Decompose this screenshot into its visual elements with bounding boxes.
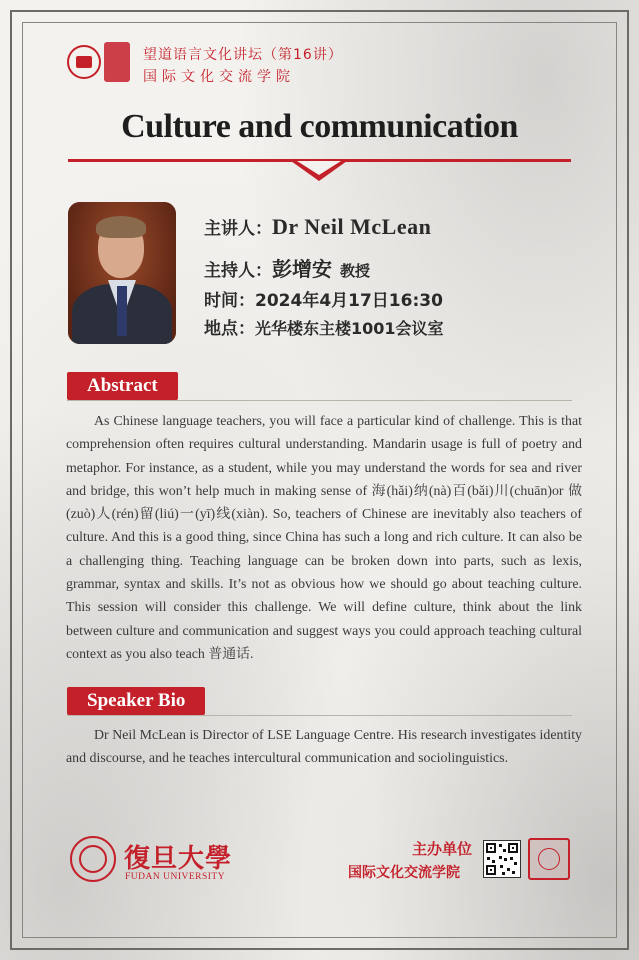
- host-row: [204, 253, 370, 282]
- host-name: 彭增安: [272, 257, 332, 281]
- abstract-heading: Abstract: [67, 372, 178, 400]
- bio-divider: [67, 715, 572, 716]
- place-label: 地点：: [204, 319, 255, 339]
- host-label: 主持人：: [204, 261, 272, 281]
- organizer-label: 主办单位: [412, 840, 473, 858]
- host-title: 教授: [340, 262, 371, 280]
- time-row: [204, 286, 443, 311]
- speaker-label: 主讲人：: [204, 219, 272, 239]
- page-title: Culture and communication: [121, 108, 518, 145]
- bio-heading: Speaker Bio: [67, 687, 205, 715]
- place-value: 光华楼东主楼1001会议室: [255, 319, 444, 338]
- qr-code-icon: [483, 840, 521, 878]
- speaker-photo: [68, 202, 176, 344]
- forum-stamp-logo: [104, 42, 130, 82]
- abstract-divider: [67, 400, 572, 401]
- speaker-row: [204, 214, 431, 240]
- forum-title: 望道语言文化讲坛（第16讲）: [143, 47, 343, 63]
- organizer-name: 国际文化交流学院: [348, 865, 460, 881]
- seal-stamp-icon: [528, 838, 570, 880]
- institute-name: 国际文化交流学院: [143, 69, 295, 85]
- place-row: [204, 314, 444, 339]
- time-label: 时间：: [204, 291, 255, 311]
- speaker-name: Dr Neil McLean: [272, 214, 432, 239]
- bio-text: Dr Neil McLean is Director of LSE Language Centre. His research investigates identity and discourse, and he teaches intercultural communication and sociolinguistics.: [66, 728, 582, 767]
- time-value: 2024年4月17日16:30: [255, 291, 443, 311]
- school-seal-logo: [67, 45, 101, 79]
- university-name-cn: 復旦大學: [124, 844, 233, 874]
- abstract-text: As Chinese language teachers, you will face a particular kind of challenge. This is that comprehension often requires cultural understanding. Mandarin usage is full of poetry and metaphor. For instance, as a student, while you may understand the words for sea and river and bridge, this won’t help much in making sense of 海(hǎi)纳(nà)百(bǎi)川(chuān)or 做(zuò)人(rén)留(liú)一(yī)线(xiàn). So, teachers of Chinese are inevitably also teachers of culture. And this is a good thing, since China has such a long and rich culture. It can also be a challenging thing. Teaching language can be broken down into parts, such as lexis, grammar, syntax and skills. It’s not as obvious how we should go about teaching culture. This session will consider this challenge. We will define culture, think about the link between culture and communication and suggest ways you could approach teaching cultural context as you also teach 普通话.: [66, 414, 582, 662]
- fudan-seal-logo: [70, 836, 116, 882]
- university-name-en: FUDAN UNIVERSITY: [125, 872, 226, 882]
